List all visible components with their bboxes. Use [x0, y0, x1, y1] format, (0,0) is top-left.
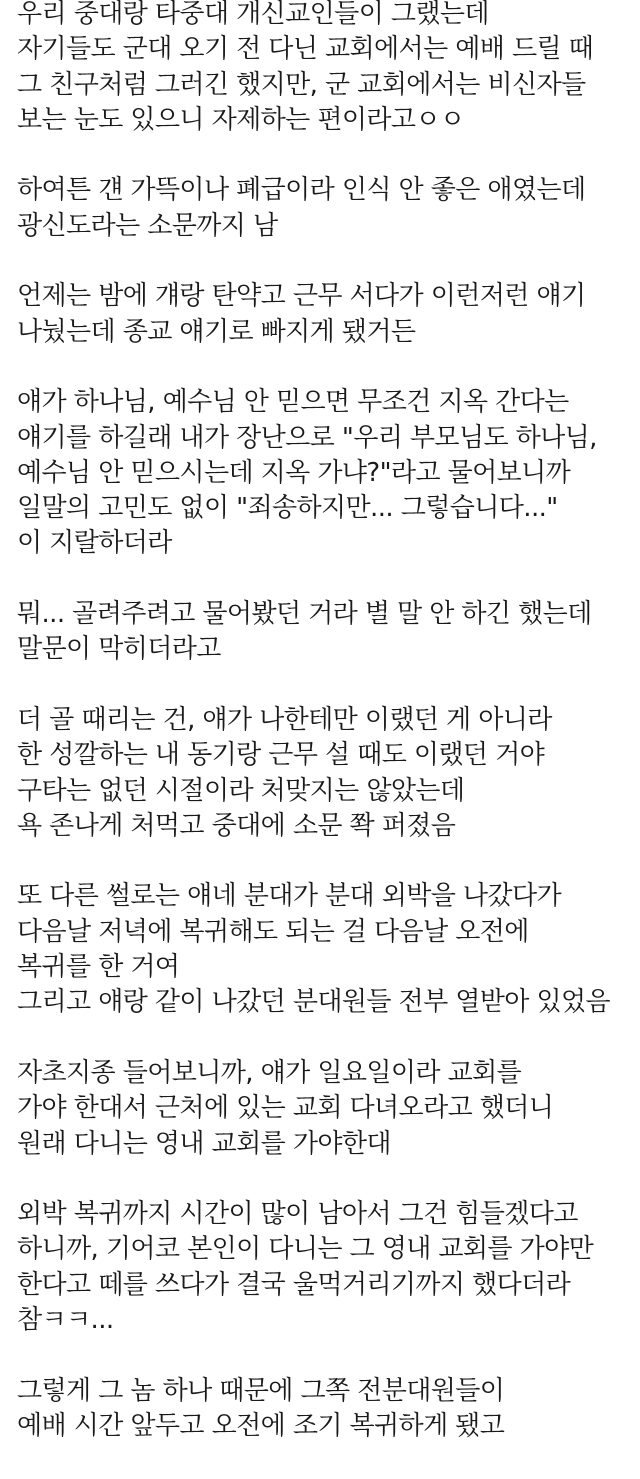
text-line: 복귀를 한 거여	[17, 952, 180, 983]
text-line: 그렇게 그 놈 하나 때문에 그쪽 전분대원들이	[17, 1375, 505, 1406]
paragraph	[17, 1056, 640, 1162]
paragraph	[17, 279, 640, 350]
text-line: 이 지랄하더라	[17, 528, 172, 559]
text-line: 예수님 안 믿으시는데 지옥 가냐?"라고 물어보니까	[17, 457, 571, 488]
paragraph	[17, 597, 640, 668]
text-line: 또 다른 썰로는 얘네 분대가 분대 외박을 나갔다가	[17, 881, 561, 912]
text-line: 말문이 막히더라고	[17, 634, 221, 665]
text-line: 하여튼 걘 가뜩이나 폐급이라 인식 안 좋은 애였는데	[17, 175, 586, 206]
paragraph	[17, 1197, 640, 1338]
text-line: 예배 시간 앞두고 오전에 조기 복귀하게 됐고	[17, 1410, 505, 1441]
text-line: 나눴는데 종교 얘기로 빠지게 됐거든	[17, 316, 416, 347]
text-line: 가야 한대서 근처에 있는 교회 다녀오라고 했더니	[17, 1093, 554, 1124]
text-line: 일말의 고민도 없이 "죄송하지만... 그렇습니다..."	[17, 493, 558, 524]
text-line: 외박 복귀까지 시간이 많이 남아서 그건 힘들겠다고	[17, 1199, 578, 1230]
text-line: 구타는 없던 시절이라 처맞지는 않았는데	[17, 775, 465, 806]
text-line: 얘기를 하길래 내가 장난으로 "우리 부모님도 하나님,	[17, 422, 597, 453]
post-body	[17, 0, 640, 1479]
text-line: 그리고 얘랑 같이 나갔던 분대원들 전부 열받아 있었음	[17, 987, 611, 1018]
paragraph	[17, 0, 640, 138]
text-line: 한다고 떼를 쓰다가 결국 울먹거리기까지 했다더라	[17, 1269, 571, 1300]
paragraph	[17, 1374, 640, 1445]
text-line: 우리 중대랑 타중대 개신교인들이 그랬는데	[17, 0, 489, 29]
text-line: 참ㅋㅋ...	[17, 1304, 114, 1335]
text-line: 얘가 하나님, 예수님 안 믿으면 무조건 지옥 간다는	[17, 387, 569, 418]
paragraph	[17, 703, 640, 844]
paragraph	[17, 879, 640, 1020]
text-line: 그 친구처럼 그러긴 했지만, 군 교회에서는 비신자들	[17, 69, 586, 100]
text-line: 욕 존나게 처먹고 중대에 소문 쫙 퍼졌음	[17, 810, 456, 841]
text-line: 더 골 때리는 건, 얘가 나한테만 이랬던 게 아니라	[17, 704, 552, 735]
text-line: 하니까, 기어코 본인이 다니는 그 영내 교회를 가야만	[17, 1234, 594, 1265]
text-line: 언제는 밤에 걔랑 탄약고 근무 서다가 이런저런 얘기	[17, 281, 586, 312]
text-line: 보는 눈도 있으니 자제하는 편이라고ㅇㅇ	[17, 104, 465, 135]
text-line: 한 성깔하는 내 동기랑 근무 설 때도 이랬던 거야	[17, 740, 545, 771]
text-line: 원래 다니는 영내 교회를 가야한대	[17, 1128, 391, 1159]
paragraph	[17, 385, 640, 561]
text-line: 광신도라는 소문까지 남	[17, 210, 278, 241]
text-line: 뭐... 골려주려고 물어봤던 거라 별 말 안 하긴 했는데	[17, 599, 592, 630]
text-line: 다음날 저녁에 복귀해도 되는 걸 다음날 오전에	[17, 916, 529, 947]
text-line: 자초지종 들어보니까, 얘가 일요일이라 교회를	[17, 1057, 522, 1088]
paragraph	[17, 173, 640, 244]
text-line: 자기들도 군대 오기 전 다닌 교회에서는 예배 드릴 때	[17, 34, 594, 65]
